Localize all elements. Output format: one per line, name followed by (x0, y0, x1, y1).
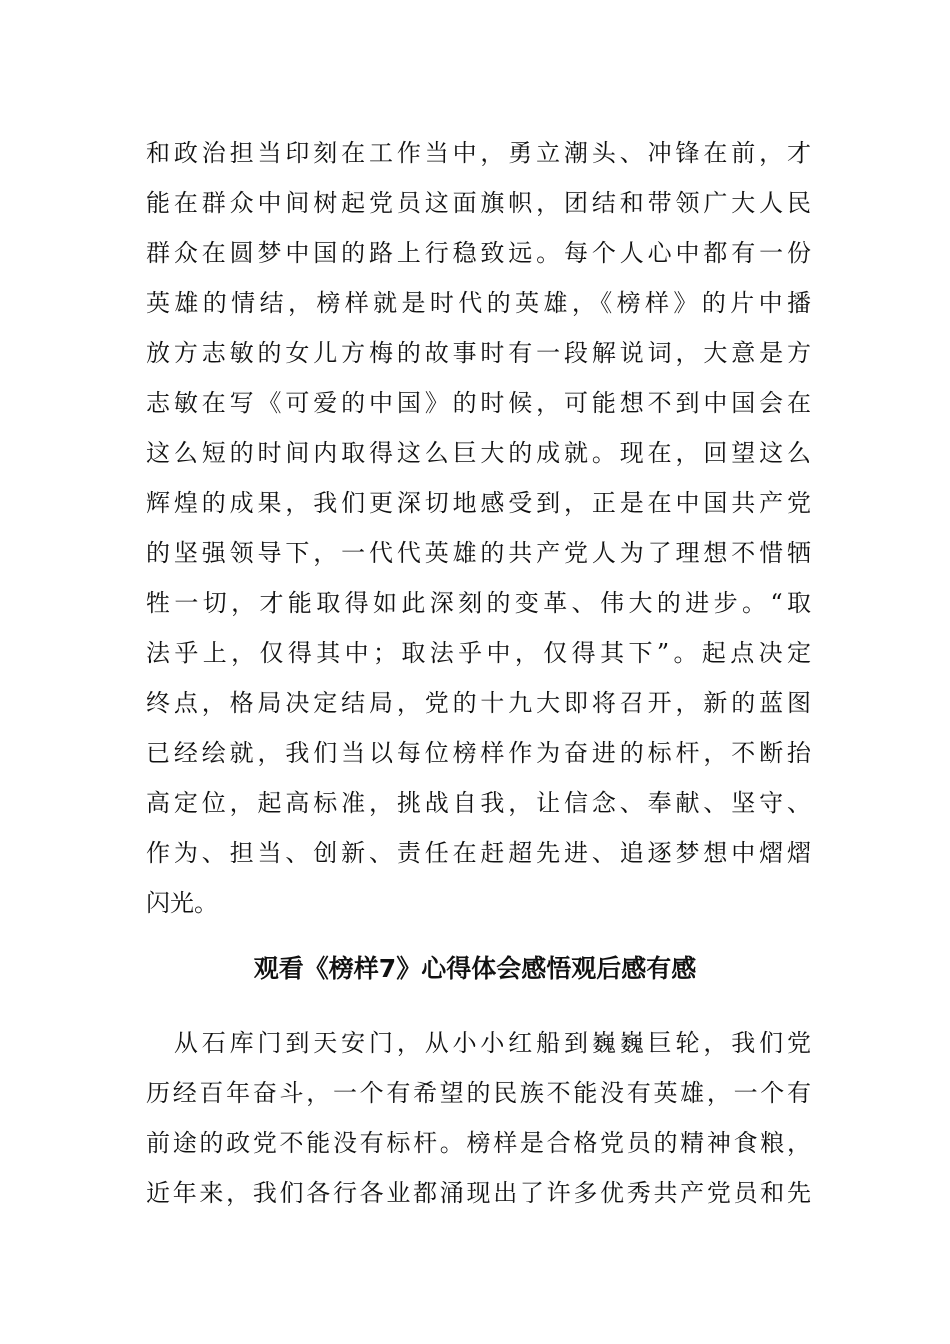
text-line: 志敏在写《可爱的中国》的时候，可能想不到中国会在 (146, 389, 811, 417)
text-line: 牲一切，才能取得如此深刻的变革、伟大的进步。“取 (146, 589, 811, 617)
text-line: 从石库门到天安门，从小小红船到巍巍巨轮，我们党 (146, 1029, 811, 1057)
text-line: 法乎上，仅得其中；取法乎中，仅得其下”。起点决定 (146, 639, 811, 667)
text-line: 群众在圆梦中国的路上行稳致远。每个人心中都有一份 (146, 239, 811, 267)
text-line: 前途的政党不能没有标杆。榜样是合格党员的精神食粮， (146, 1129, 811, 1157)
text-line: 作为、担当、创新、责任在赶超先进、追逐梦想中熠熠 (146, 839, 811, 867)
text-line: 放方志敏的女儿方梅的故事时有一段解说词，大意是方 (146, 339, 811, 367)
text-line: 和政治担当印刻在工作当中，勇立潮头、冲锋在前，才 (146, 139, 811, 167)
text-line: 这么短的时间内取得这么巨大的成就。现在，回望这么 (146, 439, 811, 467)
text-line: 闪光。 (146, 889, 218, 917)
text-line: 终点，格局决定结局，党的十九大即将召开，新的蓝图 (146, 689, 811, 717)
text-line: 历经百年奋斗，一个有希望的民族不能没有英雄，一个有 (146, 1079, 811, 1107)
section-heading: 观看《榜样7》心得体会感悟观后感有感 (253, 954, 697, 983)
text-line: 近年来，我们各行各业都涌现出了许多优秀共产党员和先 (146, 1179, 811, 1207)
text-line: 辉煌的成果，我们更深切地感受到，正是在中国共产党 (146, 489, 811, 517)
text-line: 已经绘就，我们当以每位榜样作为奋进的标杆，不断抬 (146, 739, 811, 767)
text-line: 高定位，起高标准，挑战自我，让信念、奉献、坚守、 (146, 789, 811, 817)
text-line: 英雄的情结，榜样就是时代的英雄，《榜样》的片中播 (146, 289, 811, 317)
text-line: 能在群众中间树起党员这面旗帜，团结和带领广大人民 (146, 189, 811, 217)
text-line: 的坚强领导下，一代代英雄的共产党人为了理想不惜牺 (146, 539, 811, 567)
